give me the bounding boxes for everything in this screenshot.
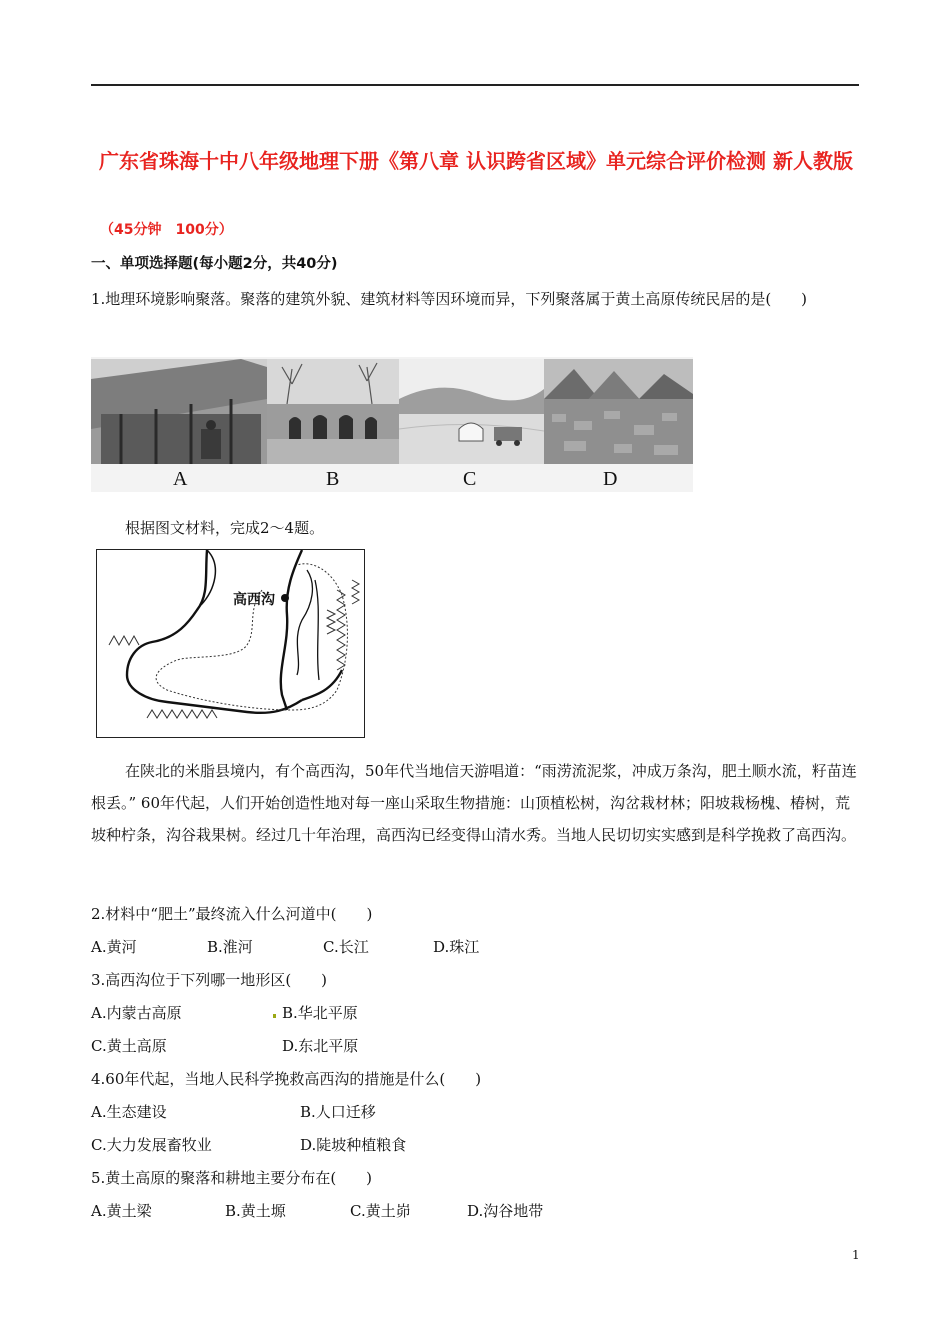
q3-option-a: A.内蒙古高原 [91, 1004, 182, 1022]
header-rule [91, 84, 859, 86]
q5-option-c: C.黄土峁 [350, 1202, 411, 1220]
gaoxigou-marker [281, 594, 289, 602]
question-4-stem: 4.60年代起，当地人民科学挽救高西沟的措施是什么( ) [91, 1070, 482, 1088]
photo-label-c: C [463, 468, 477, 490]
time-score-info: （45分钟 100分） [100, 222, 233, 238]
q5-option-d: D.沟谷地带 [467, 1202, 544, 1220]
q3-option-c: C.黄土高原 [91, 1037, 167, 1055]
q4-option-c: C.大力发展畜牧业 [91, 1136, 212, 1154]
q2-option-b: B.淮河 [207, 938, 253, 956]
stray-mark [273, 1014, 276, 1018]
q2-option-d: D.珠江 [433, 938, 480, 956]
q3-option-b: B.华北平原 [282, 1004, 358, 1022]
intro-text: 根据图文材料，完成2～4题。 [125, 519, 325, 537]
question-2-stem: 2.材料中“肥土”最终流入什么河道中( ) [91, 905, 373, 923]
q2-option-c: C.长江 [323, 938, 369, 956]
page-number: 1 [852, 1248, 860, 1262]
question-5-stem: 5.黄土高原的聚落和耕地主要分布在( ) [91, 1169, 373, 1187]
gaoxigou-map [96, 549, 365, 738]
question-1-stem: 1.地理环境影响聚落。聚落的建筑外貌、建筑材料等因环境而异，下列聚落属于黄土高原传统民居的是( ) [91, 290, 808, 308]
reading-material: 在陕北的米脂县境内，有个高西沟，50年代当地信天游唱道：“雨涝流泥浆，冲成万条沟，肥土顺水流，籽苗连根丢。” 60年代起，人们开始创造性地对每一座山采取生物措施：山顶植松树，沟岔栽材林；阳坡栽杨槐、椿树，荒坡种柠条，沟谷栽果树。经过几十年治理，高西沟已经变得山清水秀。当地人民切切实实感到是科学挽救了高西沟。 [91, 762, 857, 844]
photo-label-a: A [173, 468, 188, 490]
q2-option-a: A.黄河 [91, 938, 137, 956]
photo-d-stone-houses [544, 359, 693, 464]
q5-option-b: B.黄土塬 [225, 1202, 286, 1220]
q5-option-a: A.黄土梁 [91, 1202, 152, 1220]
photo-c-yurt [399, 359, 544, 464]
map-place-label: 高西沟 [233, 592, 275, 608]
question-3-stem: 3.高西沟位于下列哪一地形区( ) [91, 971, 328, 989]
section-heading: 一、单项选择题(每小题2分，共40分) [91, 256, 338, 272]
q4-option-a: A.生态建设 [91, 1103, 167, 1121]
photo-label-b: B [326, 468, 340, 490]
photo-b-cave-dwelling [267, 359, 399, 464]
q4-option-d: D.陡坡种植粮食 [300, 1136, 407, 1154]
q3-option-d: D.东北平原 [282, 1037, 359, 1055]
photo-a-stilt-house [91, 359, 267, 464]
photo-label-d: D [603, 468, 618, 490]
q4-option-b: B.人口迁移 [300, 1103, 376, 1121]
question-1-photos [91, 357, 693, 492]
document-title: 广东省珠海十中八年级地理下册《第八章 认识跨省区域》单元综合评价检测 新人教版 [99, 149, 853, 173]
